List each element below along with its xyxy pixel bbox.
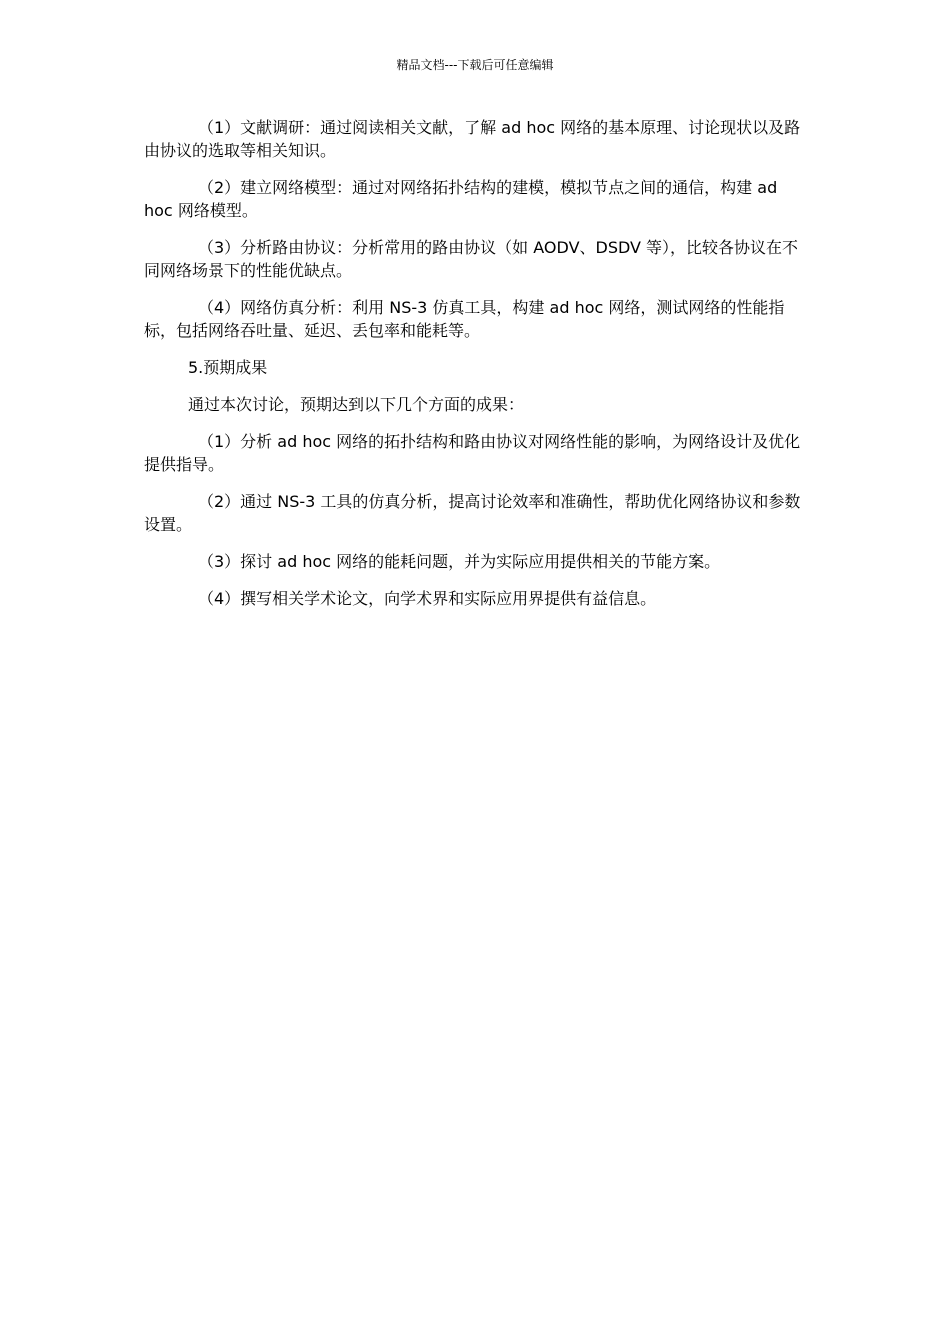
paragraph-result-4: （4）撰写相关学术论文，向学术界和实际应用界提供有益信息。: [198, 589, 657, 608]
paragraph-result-2: （2）通过 NS-3 工具的仿真分析，提高讨论效率和准确性，帮助优化网络协议和参数设置。: [144, 492, 801, 534]
paragraph-method-4: （4）网络仿真分析：利用 NS-3 仿真工具，构建 ad hoc 网络，测试网络的性能指标，包括网络吞吐量、延迟、丢包率和能耗等。: [144, 298, 785, 340]
paragraph-results-intro: 通过本次讨论，预期达到以下几个方面的成果：: [188, 395, 525, 414]
paragraph-result-1: （1）分析 ad hoc 网络的拓扑结构和路由协议对网络性能的影响，为网络设计及优化提供指导。: [144, 432, 801, 474]
page-header: 精品文档---下载后可任意编辑: [396, 58, 554, 72]
paragraph-method-1: （1）文献调研：通过阅读相关文献，了解 ad hoc 网络的基本原理、讨论现状以及路由协议的选取等相关知识。: [144, 118, 801, 160]
paragraph-method-3: （3）分析路由协议：分析常用的路由协议（如 AODV、DSDV 等），比较各协议在不同网络场景下的性能优缺点。: [144, 238, 799, 280]
document-body: [144, 116, 809, 624]
paragraph-result-3: （3）探讨 ad hoc 网络的能耗问题，并为实际应用提供相关的节能方案。: [198, 552, 721, 571]
section-heading-expected-results: 5.预期成果: [188, 358, 268, 377]
paragraph-method-2: （2）建立网络模型：通过对网络拓扑结构的建模，模拟节点之间的通信，构建 ad hoc 网络模型。: [144, 178, 778, 220]
